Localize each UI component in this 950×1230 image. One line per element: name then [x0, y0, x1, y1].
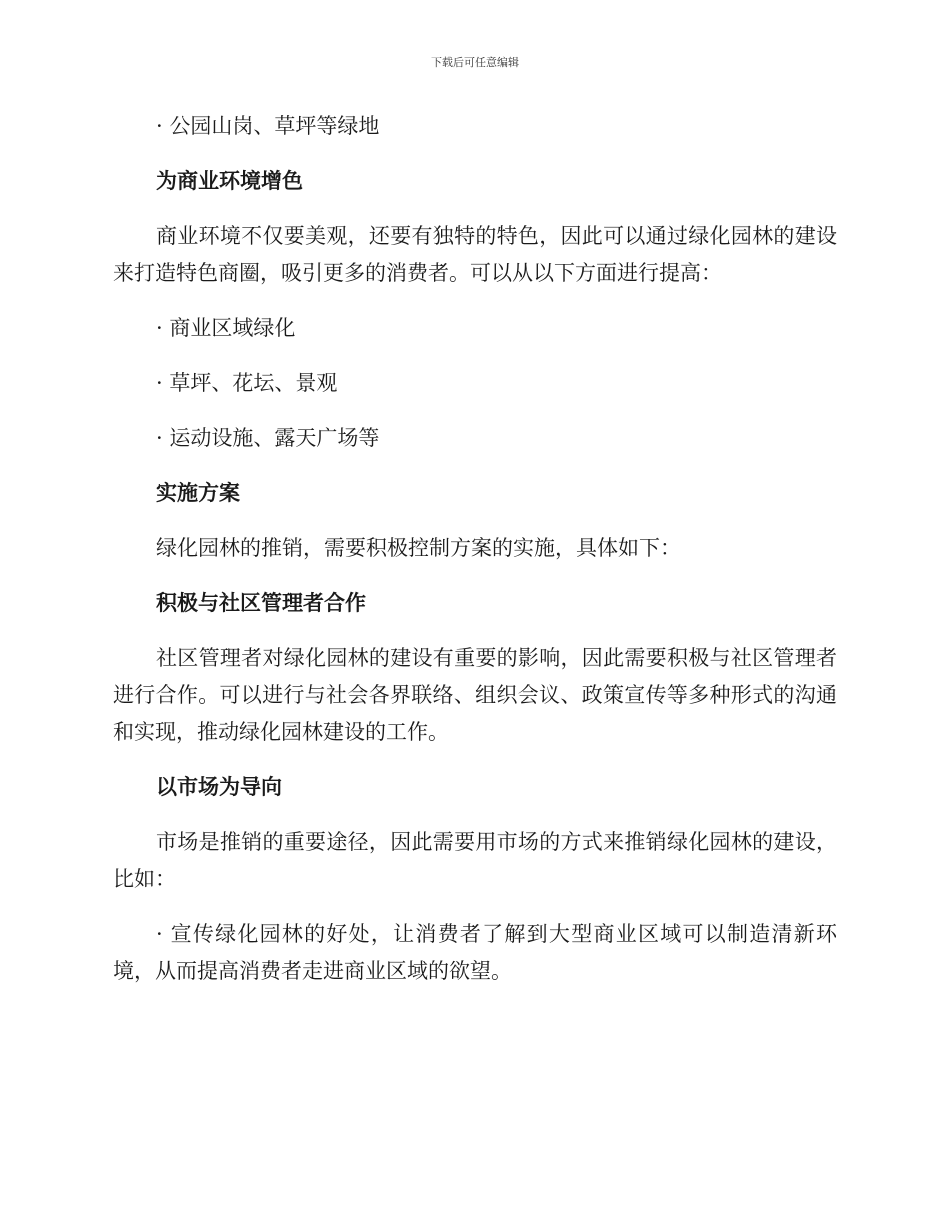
bullet-item-facilities: · 运动设施、露天广场等 — [156, 426, 380, 450]
bullet-item-parks: · 公园山岗、草坪等绿地 — [156, 114, 380, 138]
bullet-item-lawns: · 草坪、花坛、景观 — [156, 371, 338, 395]
section-heading-cooperation: 积极与社区管理者合作 — [156, 591, 366, 615]
page-header: 下载后可任意编辑 — [431, 56, 519, 69]
section-heading-commercial: 为商业环境增色 — [156, 169, 303, 193]
paragraph-implementation: 绿化园林的推销，需要积极控制方案的实施，具体如下： — [156, 536, 681, 560]
paragraph-commercial: 商业环境不仅要美观，还要有独特的特色，因此可以通过绿化园林的建设来打造特色商圈，吸引更多的消费者。可以从以下方面进行提高： — [113, 224, 837, 285]
paragraph-promotion: · 宣传绿化园林的好处，让消费者了解到大型商业区域可以制造清新环境，从而提高消费者走进商业区域的欲望。 — [113, 922, 837, 983]
document-body — [113, 108, 837, 990]
paragraph-market: 市场是推销的重要途径，因此需要用市场的方式来推销绿化园林的建设，比如： — [113, 830, 837, 891]
section-heading-market: 以市场为导向 — [156, 775, 282, 799]
paragraph-cooperation: 社区管理者对绿化园林的建设有重要的影响，因此需要积极与社区管理者进行合作。可以进行与社会各界联络、组织会议、政策宣传等多种形式的沟通和实现，推动绿化园林建设的工作。 — [113, 646, 837, 744]
section-heading-implementation: 实施方案 — [156, 481, 240, 505]
bullet-item-commercial-greening: · 商业区域绿化 — [156, 316, 296, 340]
